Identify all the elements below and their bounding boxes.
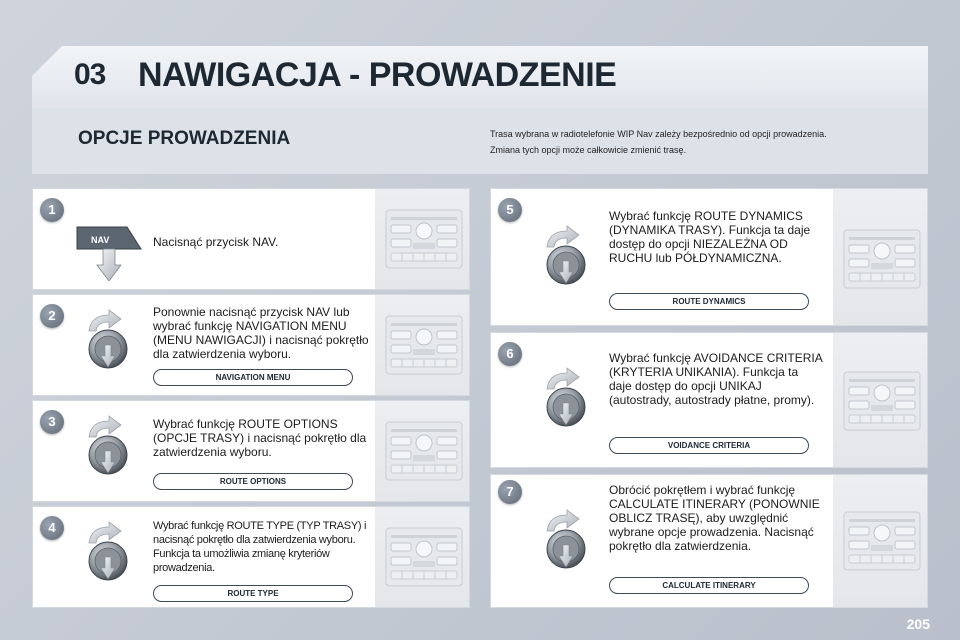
step-6-text: Wybrać funkcję AVOIDANCE CRITERIA (KRYTERIA UNIKANIA). Funkcja ta daje dostęp do opcji UNIKAJ (autostrady, autostrady płatne, promy). (609, 351, 823, 407)
step-4-text: Wybrać funkcję ROUTE TYPE (TYP TRASY) i nacisnąć pokrętło dla zatwierdzenia wyboru. Funkcja ta umożliwia zmianę kryteriów prowadzenia. (153, 520, 367, 574)
step-7-badge: 7 (498, 480, 522, 504)
radio-unit-icon (385, 527, 463, 587)
step-5-panel (490, 188, 928, 326)
menu-option-pill: CALCULATE ITINERARY (609, 577, 809, 594)
radio-unit-icon (843, 511, 921, 571)
intro-line-1: Trasa wybrana w radiotelefonie WIP Nav zależy bezpośrednio od opcji prowadzenia. (490, 129, 827, 139)
step-1-badge: 1 (40, 198, 64, 222)
step-2-panel (32, 294, 470, 396)
page-title: NAWIGACJA - PROWADZENIE (138, 56, 617, 94)
step-5-badge: 5 (498, 198, 522, 222)
step-1-text: Nacisnąć przycisk NAV. (153, 235, 279, 249)
rotary-knob-icon (537, 509, 595, 569)
menu-option-pill: NAVIGATION MENU (153, 369, 353, 386)
radio-unit-icon (843, 229, 921, 289)
rotary-knob-icon (79, 521, 137, 581)
step-6-panel (490, 332, 928, 468)
rotary-knob-icon (79, 415, 137, 475)
nav-button-label: NAV (91, 235, 110, 245)
radio-unit-icon (843, 371, 921, 431)
menu-option-pill: ROUTE DYNAMICS (609, 293, 809, 310)
step-1-panel (32, 188, 470, 290)
step-2-text: Ponownie nacisnąć przycisk NAV lub wybrać funkcję NAVIGATION MENU (MENU NAWIGACJI) i nacisnąć pokrętło dla zatwierdzenia wyboru. (153, 305, 369, 361)
step-3-panel (32, 400, 470, 502)
radio-unit-icon (385, 315, 463, 375)
step-5-text: Wybrać funkcję ROUTE DYNAMICS (DYNAMIKA TRASY). Funkcja ta daje dostęp do opcji NIEZALEŻNA OD RUCHU lub PÓŁDYNAMICZNA. (609, 209, 811, 265)
step-6-badge: 6 (498, 342, 522, 366)
intro-line-2: Zmiana tych opcji może całkowicie zmienić trasę. (490, 145, 687, 155)
nav-button-icon (73, 219, 145, 281)
step-7-text: Obrócić pokrętłem i wybrać funkcję CALCULATE ITINERARY (PONOWNIE OBLICZ TRASĘ), aby uwzględnić wybrane opcje prowadzenia. Nacisnąć pokrętło dla zatwierdzenia. (609, 483, 820, 553)
menu-option-pill: ROUTE OPTIONS (153, 473, 353, 490)
rotary-knob-icon (537, 367, 595, 427)
step-4-badge: 4 (40, 516, 64, 540)
menu-option-pill: ROUTE TYPE (153, 585, 353, 602)
radio-unit-icon (385, 209, 463, 269)
section-intro (490, 126, 920, 158)
step-2-badge: 2 (40, 304, 64, 328)
menu-option-pill: VOIDANCE CRITERIA (609, 437, 809, 454)
step-4-panel (32, 506, 470, 608)
step-7-panel (490, 474, 928, 608)
page-number: 205 (906, 616, 930, 632)
step-3-text: Wybrać funkcję ROUTE OPTIONS (OPCJE TRASY) i nacisnąć pokrętło dla zatwierdzenia wyboru. (153, 417, 367, 459)
section-title: OPCJE PROWADZENIA (78, 128, 291, 149)
rotary-knob-icon (537, 225, 595, 285)
step-3-badge: 3 (40, 410, 64, 434)
chapter-number: 03 (74, 58, 106, 91)
radio-unit-icon (385, 421, 463, 481)
rotary-knob-icon (79, 309, 137, 369)
